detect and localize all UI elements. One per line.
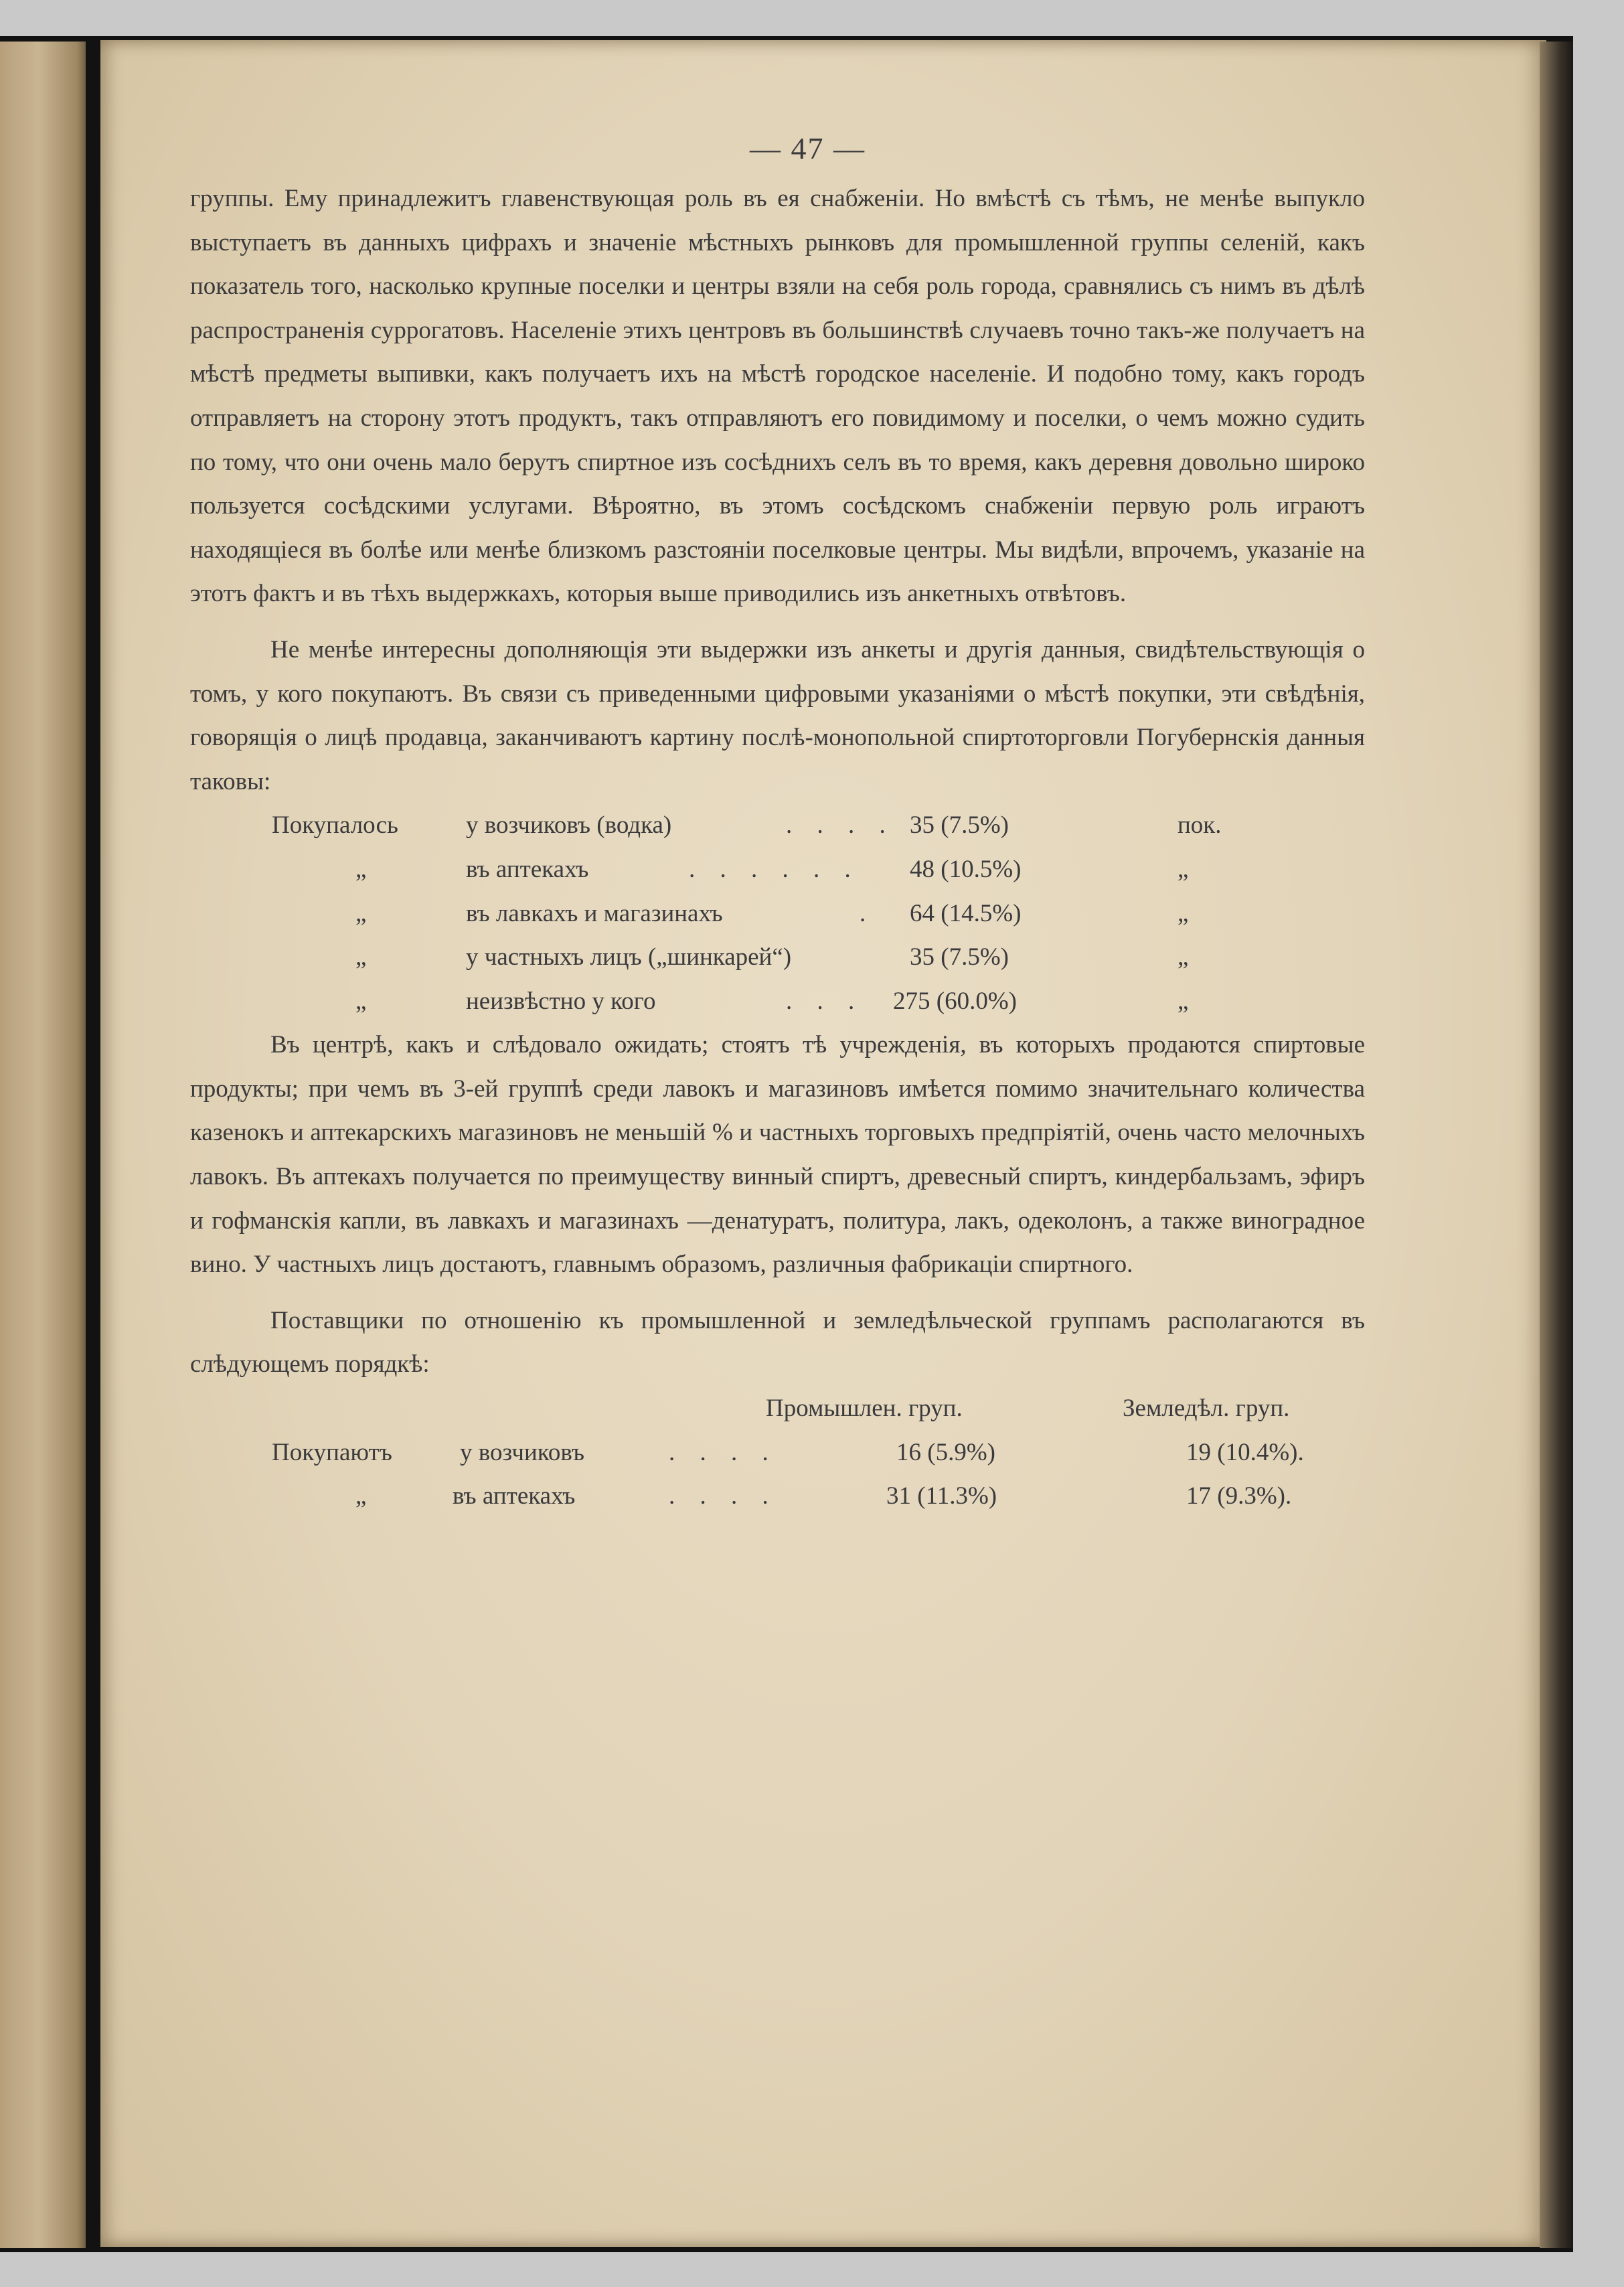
column-header-prom: Промышлен. груп. — [766, 1395, 963, 1423]
row-unit: „ — [1178, 899, 1189, 927]
row-dots: . . . — [786, 987, 864, 1015]
table-row — [190, 803, 1365, 848]
row-value: 275 (60.0%) — [893, 987, 1017, 1015]
row-label: „ — [355, 1482, 367, 1510]
row-text: у частныхъ лицъ („шинкарей“) — [466, 943, 792, 971]
paragraph-2: Не менѣе интересны дополняющія эти выдержки изъ анкеты и другія данныя, свидѣтельствующія о томъ, у кого покупаютъ. Въ связи съ приведенными цифровыми указаніями о мѣстѣ покупки, эти свѣдѣнія, говорящія о лицѣ продавца, заканчиваютъ картину послѣ-монопольной спиртоторговли Погубернскія данныя таковы: — [190, 635, 1365, 795]
page-number: — 47 — — [750, 131, 866, 165]
table-row — [190, 1474, 1365, 1518]
purchase-table — [190, 803, 1365, 1023]
row-label: „ — [355, 943, 367, 971]
column-header-zem: Земледѣл. груп. — [1123, 1395, 1290, 1423]
row-unit: пок. — [1178, 811, 1222, 840]
row-value: 35 (7.5%) — [910, 811, 1009, 840]
row-unit: „ — [1178, 943, 1189, 971]
row-text: у возчиковъ (водка) — [466, 811, 672, 840]
row-zem: 19 (10.4%). — [1186, 1438, 1304, 1466]
row-label: „ — [355, 987, 367, 1015]
table-row — [190, 848, 1365, 892]
row-label: „ — [355, 855, 367, 883]
row-prom: 31 (11.3%) — [886, 1482, 997, 1510]
row-label: „ — [355, 899, 367, 927]
page-text — [190, 121, 1365, 1518]
row-value: 35 (7.5%) — [910, 943, 1009, 971]
table-row — [190, 979, 1365, 1024]
paragraph-3: Въ центрѣ, какъ и слѣдовало ожидать; стоятъ тѣ учрежденія, въ которыхъ продаются спиртовые продукты; при чемъ въ 3-ей группѣ среди лавокъ и магазиновъ имѣется помимо значительнаго количества казенокъ и аптекарскихъ магазиновъ не меньшій % и частныхъ торговыхъ предпріятій, очень часто мелочныхъ лавокъ. Въ аптекахъ получается по преимуществу винный спиртъ, древесный спиртъ, киндербальзамъ, эфиръ и гофманскія капли, въ лавкахъ и магазинахъ —денатуратъ, политура, лакъ, одеколонъ, а также виноградное вино. У частныхъ лицъ достаютъ, главнымъ образомъ, различныя фабрикаціи спиртного. — [190, 1031, 1365, 1279]
row-text: въ лавкахъ и магазинахъ — [466, 899, 723, 927]
row-dots: . . . . — [786, 811, 895, 840]
row-text: въ аптекахъ — [466, 855, 589, 883]
row-value: 48 (10.5%) — [910, 855, 1022, 883]
right-page-edge — [1540, 42, 1573, 2248]
table-header — [190, 1387, 1365, 1431]
row-prom: 16 (5.9%) — [896, 1438, 995, 1466]
supplier-table — [190, 1387, 1365, 1518]
row-label: Покупалось — [272, 811, 398, 840]
left-page-edge — [0, 42, 86, 2248]
row-label: Покупаютъ — [272, 1438, 392, 1466]
row-dots: . . . . — [669, 1438, 778, 1466]
row-text: въ аптекахъ — [453, 1482, 576, 1510]
row-unit: „ — [1178, 987, 1189, 1015]
paragraph-1: группы. Ему принадлежитъ главенствующая роль въ ея снабженіи. Но вмѣстѣ съ тѣмъ, не менѣе выпукло выступаетъ въ данныхъ цифрахъ и значеніе мѣстныхъ рынковъ для промышленной группы селеній, какъ показатель того, насколько крупные поселки и центры взяли на себя роль города, сравнялись съ нимъ въ дѣлѣ распространенія суррогатовъ. Населеніе этихъ центровъ въ большинствѣ случаевъ точно такъ-же получаетъ на мѣстѣ предметы выпивки, какъ получаетъ ихъ на мѣстѣ городское населеніе. И подобно тому, какъ городъ отправляетъ на сторону этотъ продуктъ, такъ отправляютъ его повидимому и поселки, о чемъ можно судить по тому, что они очень мало берутъ спиртное изъ сосѣднихъ селъ въ то время, какъ деревня довольно широко пользуется сосѣдскими услугами. Вѣроятно, въ этомъ сосѣдскомъ снабженіи первую роль играютъ находящіеся въ болѣе или менѣе близкомъ разстояніи поселковые центры. Мы видѣли, впрочемъ, указаніе на этотъ фактъ и въ тѣхъ выдержкахъ, которыя выше приводились изъ анкетныхъ отвѣтовъ. — [190, 185, 1365, 608]
table-row — [190, 892, 1365, 936]
row-value: 64 (14.5%) — [910, 899, 1022, 927]
paragraph-4: Поставщики по отношенію къ промышленной и земледѣльческой группамъ располагаются въ слѣдующемъ порядкѣ: — [190, 1306, 1365, 1378]
row-dots: . . . . — [669, 1482, 778, 1510]
table-row — [190, 1431, 1365, 1475]
row-unit: „ — [1178, 855, 1189, 883]
table-row — [190, 935, 1365, 979]
row-text: неизвѣстно у кого — [466, 987, 656, 1015]
row-text: у возчиковъ — [460, 1438, 585, 1466]
row-zem: 17 (9.3%). — [1186, 1482, 1292, 1510]
row-dots: . — [860, 899, 876, 927]
row-dots: . . . . . . — [689, 855, 860, 883]
